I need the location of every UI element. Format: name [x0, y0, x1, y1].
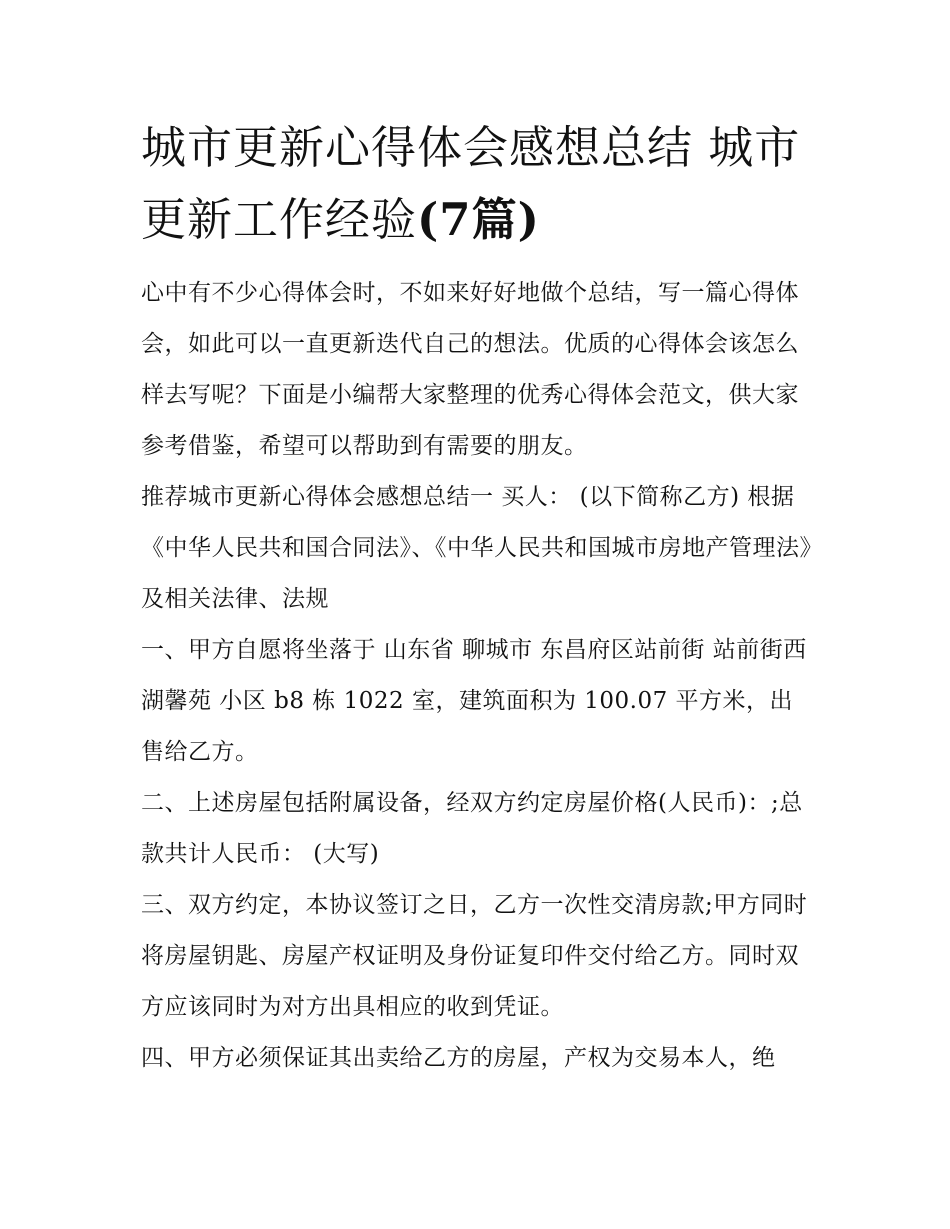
clause-3-paragraph: 三、双方约定，本协议签订之日，乙方一次性交清房款;甲方同时将房屋钥匙、房屋产权证明及身份证复印件交付给乙方。同时双方应该同时为对方出具相应的收到凭证。: [141, 892, 808, 1020]
document-body: [141, 112, 813, 1084]
intro-paragraph: 心中有不少心得体会时，不如来好好地做个总结，写一篇心得体会，如此可以一直更新迭代自己的想法。优质的心得体会该怎么样去写呢？下面是小编帮大家整理的优秀心得体会范文，供大家参考借鉴，希望可以帮助到有需要的朋友。: [141, 280, 799, 459]
clause-2-paragraph: 二、上述房屋包括附属设备，经双方约定房屋价格(人民币)：;总款共计人民币： (大写): [141, 790, 803, 867]
title-suffix: (7篇): [417, 193, 540, 246]
clause-1-paragraph: 一、甲方自愿将坐落于 山东省 聊城市 东昌府区站前街 站前街西湖馨苑 小区 b8 栋 1022 室，建筑面积为 100.07 平方米，出售给乙方。: [141, 637, 807, 765]
title-main: 城市更新心得体会感想总结 城市更新工作经验: [141, 121, 801, 246]
clause-4-paragraph: 四、甲方必须保证其出卖给乙方的房屋，产权为交易本人，绝: [141, 1045, 776, 1071]
contract-preamble-paragraph: 推荐城市更新心得体会感想总结一 买人： (以下简称乙方) 根据《中华人民共和国合同法》、《中华人民共和国城市房地产管理法》及相关法律、法规: [141, 484, 812, 612]
document-title: [141, 112, 813, 256]
